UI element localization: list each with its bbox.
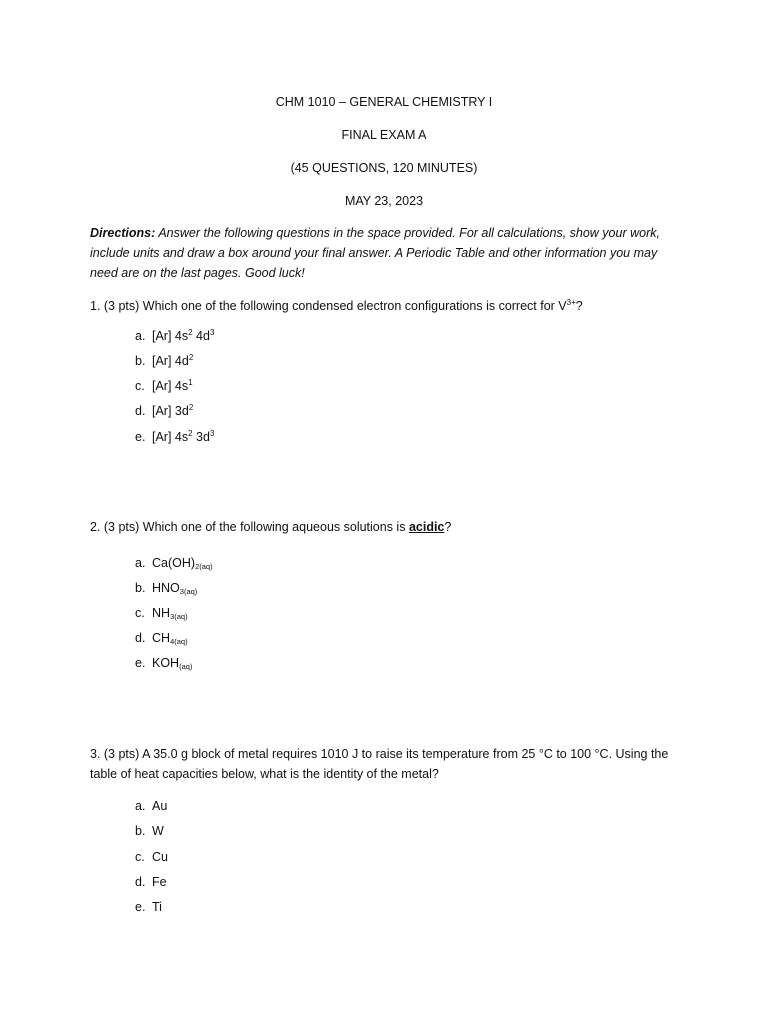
option-letter: e. bbox=[135, 430, 146, 444]
directions-line-3: need are on the last pages. Good luck! bbox=[90, 266, 305, 280]
option-letter: e. bbox=[135, 656, 146, 670]
exam-info: (45 QUESTIONS, 120 MINUTES) bbox=[290, 161, 478, 175]
q2-option-e[interactable]: e. $KOH_{(aq)}$ bbox=[135, 656, 193, 671]
q1-option-b[interactable]: b. [Ar] $4d^2$ bbox=[135, 353, 194, 368]
option-letter: a. bbox=[135, 556, 146, 570]
q2-option-b[interactable]: b. $HNO_{3(aq)}$ bbox=[135, 581, 198, 596]
q1-option-d[interactable]: d. [Ar] $3d^2$ bbox=[135, 403, 194, 418]
option-letter: b. bbox=[135, 824, 146, 838]
q3-option-d[interactable]: d. Fe bbox=[135, 875, 167, 889]
q3-option-a[interactable]: a. Au bbox=[135, 799, 168, 813]
directions-text-1: Answer the following questions in the space provided. For all calculations, show your work, bbox=[158, 226, 660, 240]
option-letter: c. bbox=[135, 379, 145, 393]
option-letter: d. bbox=[135, 875, 146, 889]
question-2-stem bbox=[90, 520, 451, 534]
course-title: CHM 1010 – GENERAL CHEMISTRY I bbox=[275, 95, 493, 109]
q3-option-c[interactable]: c. Cu bbox=[135, 850, 168, 864]
q2-option-a[interactable]: a. $Ca(OH)_{2(aq)}$ bbox=[135, 556, 213, 571]
question-2-text: 2. (3 pts) Which one of the following aqueous solutions is bbox=[90, 520, 409, 534]
option-letter: a. bbox=[135, 329, 146, 343]
q1-option-e[interactable]: e. [Ar] $4s^2$ $3d^3$ bbox=[135, 429, 215, 444]
question-2-end: ? bbox=[444, 520, 452, 534]
option-letter: e. bbox=[135, 900, 146, 914]
question-1-end: ? bbox=[575, 299, 583, 313]
directions-line-2: include units and draw a box around your final answer. A Periodic Table and other information you may bbox=[90, 246, 658, 260]
exam-title: FINAL EXAM A bbox=[341, 128, 427, 142]
option-letter: d. bbox=[135, 404, 146, 418]
q2-option-c[interactable]: c. $NH_{3(aq)}$ bbox=[135, 606, 188, 621]
exam-date: MAY 23, 2023 bbox=[344, 194, 424, 208]
question-1-charge: 3+ bbox=[566, 298, 576, 307]
option-letter: c. bbox=[135, 850, 145, 864]
question-2-emphasis: acidic bbox=[408, 520, 445, 534]
q3-option-e[interactable]: e. Ti bbox=[135, 900, 162, 914]
question-3-line-1: 3. (3 pts) A 35.0 g block of metal requires 1010 J to raise its temperature from 25 °C to 100 °C. Using the bbox=[90, 747, 669, 761]
directions-label: Directions: bbox=[90, 226, 156, 240]
q3-option-b[interactable]: b. W bbox=[135, 824, 164, 838]
q1-option-c[interactable]: c. [Ar] $4s^1$ bbox=[135, 378, 193, 393]
question-3-line-2: table of heat capacities below, what is the identity of the metal? bbox=[90, 767, 439, 781]
option-letter: b. bbox=[135, 581, 146, 595]
option-letter: d. bbox=[135, 631, 146, 645]
q1-option-a[interactable]: a. [Ar] $4s^2$ $4d^3$ bbox=[135, 328, 215, 343]
option-letter: c. bbox=[135, 606, 145, 620]
option-letter: a. bbox=[135, 799, 146, 813]
question-1-stem bbox=[90, 299, 583, 313]
option-letter: b. bbox=[135, 354, 146, 368]
q2-option-d[interactable]: d. $CH_{4(aq)}$ bbox=[135, 631, 188, 646]
directions-line-1 bbox=[90, 226, 660, 240]
question-1-text: 1. (3 pts) Which one of the following condensed electron configurations is correct for V bbox=[90, 299, 567, 313]
